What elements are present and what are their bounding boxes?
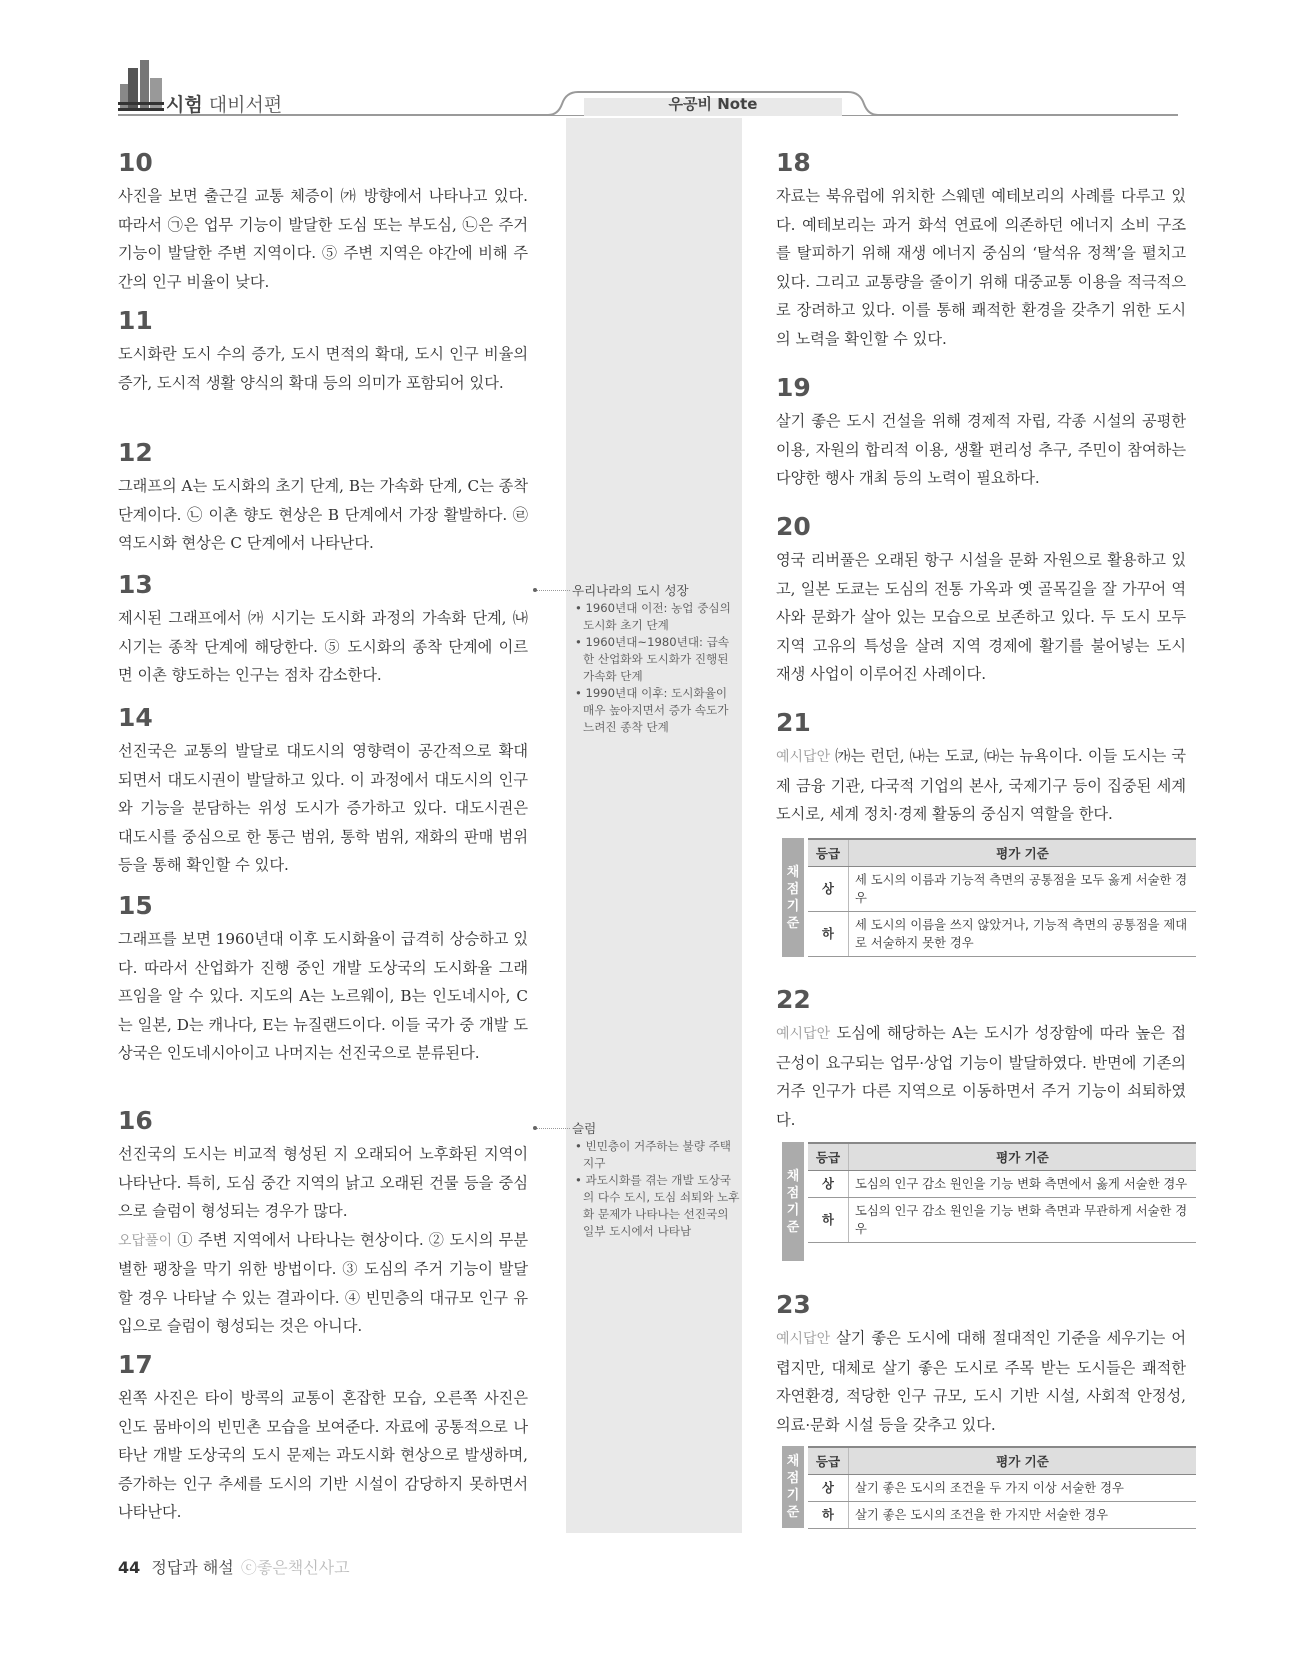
answer-text: 예시답안 ㈎는 런던, ㈏는 도쿄, ㈐는 뉴욕이다. 이들 도시는 국제 금융 기관, 다국적 기업의 본사, 국제기구 등이 집중된 세계 도시로, 세계 정치·경제 활동의 중심지 역할을 한다. [776,747,1186,823]
note-slum [572,1120,740,1240]
question-number: 15 [118,891,153,920]
criteria-header: 평가 기준 [849,839,1197,867]
criteria-header: 평가 기준 [849,1447,1197,1475]
note-title: 우리나라의 도시 성장 [572,583,689,598]
grading-side-label: 채점기준 [782,1142,804,1261]
answer-21 [776,708,1186,829]
criteria-header: 평가 기준 [849,1143,1197,1171]
wrong-answer-tag: 오답풀이 [118,1232,173,1249]
grade-cell: 상 [808,867,849,912]
note-item: • 과도시화를 겪는 개발 도상국의 다수 도시, 도심 쇠퇴와 노후화 문제가 나타나는 선진국의 일부 도시에서 나타남 [575,1173,740,1238]
publisher-mark: ⓒ좋은책신사고 [240,1558,350,1577]
answer-text: 그래프의 A는 도시화의 초기 단계, B는 가속화 단계, C는 종착 단계이다. ㉡ 이촌 향도 현상은 B 단계에서 가장 활발하다. ㉣ 역도시화 현상은 C 단계에서 나타난다. [118,477,528,552]
answer-text: 그래프를 보면 1960년대 이후 도시화율이 급격히 상승하고 있다. 따라서 산업화가 진행 중인 개발 도상국의 도시화율 그래프임을 알 수 있다. 지도의 A는 노르웨이, B는 인도네시아, C는 일본, D는 캐나다, E는 뉴질랜드이다. 이들 국가 중 개발 도상국은 인도네시아이고 나머지는 선진국으로 분류된다. [118,930,528,1062]
answer-23 [776,1290,1186,1439]
question-number: 17 [118,1350,153,1379]
answer-text: 예시답안 살기 좋은 도시에 대해 절대적인 기준을 세우기는 어렵지만, 대체로 살기 좋은 도시로 주목 받는 도시들은 쾌적한 자연환경, 적당한 인구 규모, 도시 기반 시설, 사회적 안정성, 의료·문화 시설 등을 갖추고 있다. [776,1329,1186,1434]
grade-header: 등급 [808,1143,849,1171]
criteria-cell: 도심의 인구 감소 원인을 기능 변화 측면과 무관하게 서술한 경우 [849,1198,1197,1243]
grade-cell: 하 [808,912,849,957]
note-leader-dot [533,1126,537,1130]
answer-10 [118,148,528,296]
answer-text: 선진국은 교통의 발달로 대도시의 영향력이 공간적으로 확대되면서 대도시권이 발달하고 있다. 이 과정에서 대도시의 인구와 기능을 분담하는 위성 도시가 증가하고 있다. 대도시권은 대도시를 중심으로 한 통근 범위, 통학 범위, 재화의 판매 범위 등을 통해 확인할 수 있다. [118,742,528,874]
question-number: 11 [118,306,153,335]
answer-19 [776,373,1186,493]
answer-text: 자료는 북유럽에 위치한 스웨덴 예테보리의 사례를 다루고 있다. 예테보리는 과거 화석 연료에 의존하던 에너지 소비 구조를 탈피하기 위해 재생 에너지 중심의 ‘탈석유 정책’을 펼치고 있다. 그리고 교통량을 줄이기 위해 대중교통 이용을 적극적으로 장려하고 있다. 이를 통해 쾌적한 환경을 갖추기 위한 도시의 노력을 확인할 수 있다. [776,187,1186,348]
note-item: • 1960년대~1980년대: 급속한 산업화와 도시화가 진행된 가속화 단계 [575,635,730,683]
page-header [118,58,1178,118]
answer-22 [776,985,1186,1134]
question-number: 16 [118,1106,153,1135]
question-number: 23 [776,1290,811,1319]
answer-11 [118,306,528,397]
note-title: 슬럼 [572,1121,597,1136]
answer-text: 영국 리버풀은 오래된 항구 시설을 문화 자원으로 활용하고 있고, 일본 도쿄는 도심의 전통 가옥과 옛 골목길을 잘 가꾸어 역사와 문화가 살아 있는 모습으로 보존하고 있다. 두 도시 모두 지역 고유의 특성을 살려 지역 경제에 활기를 불어넣는 도시 재생 사업이 이루어진 사례이다. [776,551,1186,683]
answer-text: 사진을 보면 출근길 교통 체증이 ㈎ 방향에서 나타나고 있다. 따라서 ㉠은 업무 기능이 발달한 도심 또는 부도심, ㉡은 주거 기능이 발달한 주변 지역이다. ⑤ 주변 지역은 야간에 비해 주간의 인구 비율이 낮다. [118,187,528,291]
criteria-cell: 도심의 인구 감소 원인을 기능 변화 측면에서 옳게 서술한 경우 [849,1171,1197,1198]
answer-20 [776,512,1186,689]
question-number: 22 [776,985,811,1014]
note-column [566,118,742,1533]
criteria-cell: 세 도시의 이름을 쓰지 않았거나, 기능적 측면의 공통점을 제대로 서술하지 못한 경우 [849,912,1197,957]
answer-text: 도시화란 도시 수의 증가, 도시 면적의 확대, 도시 인구 비율의 증가, 도시적 생활 양식의 확대 등의 의미가 포함되어 있다. [118,345,528,392]
question-number: 20 [776,512,811,541]
building-icon [118,58,164,116]
grade-cell: 상 [808,1171,849,1198]
criteria-cell: 살기 좋은 도시의 조건을 한 가지만 서술한 경우 [849,1502,1197,1529]
answer-text: 제시된 그래프에서 ㈎ 시기는 도시화 과정의 가속화 단계, ㈏ 시기는 종착 단계에 해당한다. ⑤ 도시화의 종착 단계에 이르면 이촌 향도하는 인구는 점차 감소한다. [118,609,528,684]
answer-text: 예시답안 도심에 해당하는 A는 도시가 성장함에 따라 높은 접근성이 요구되는 업무·상업 기능이 발달하였다. 반면에 기존의 거주 인구가 다른 지역으로 이동하면서 주거 기능이 쇠퇴하였다. [776,1024,1186,1129]
note-item: • 빈민층이 거주하는 불량 주택 지구 [575,1139,731,1170]
question-number: 12 [118,438,153,467]
grade-cell: 하 [808,1198,849,1243]
note-leader-dot [533,588,537,592]
answer-14 [118,703,528,880]
answer-text: 왼쪽 사진은 타이 방콕의 교통이 혼잡한 모습, 오른쪽 사진은 인도 뭄바이의 빈민촌 모습을 보여준다. 자료에 공통적으로 나타난 개발 도상국의 도시 문제는 과도시화 현상으로 발생하며, 증가하는 인구 추세를 도시의 기반 시설이 감당하지 못하면서 나타난다. [118,1389,528,1521]
criteria-cell: 세 도시의 이름과 기능적 측면의 공통점을 모두 옳게 서술한 경우 [849,867,1197,912]
grade-header: 등급 [808,1447,849,1475]
grading-table [782,1446,1196,1528]
model-answer-tag: 예시답안 [776,749,831,765]
grade-cell: 상 [808,1475,849,1502]
model-answer-tag: 예시답안 [776,1331,831,1347]
grading-table [782,1142,1196,1261]
grading-side-label: 채점기준 [782,838,804,957]
note-item: • 1960년대 이전: 농업 중심의 도시화 초기 단계 [575,601,731,632]
answer-15 [118,891,528,1068]
question-number: 13 [118,570,153,599]
footer-label: 정답과 해설 [151,1558,234,1577]
page-footer [118,1555,350,1578]
question-number: 14 [118,703,153,732]
answer-18 [776,148,1186,353]
grading-side-label: 채점기준 [782,1446,804,1528]
note-urban-growth [572,582,740,736]
grade-header: 등급 [808,839,849,867]
answer-13 [118,570,528,690]
note-item: • 1990년대 이후: 도시화율이 매우 높아지면서 증가 속도가 느려진 종착 단계 [575,686,729,734]
answer-text: 살기 좋은 도시 건설을 위해 경제적 자립, 각종 시설의 공평한 이용, 자원의 합리적 이용, 생활 편리성 추구, 주민이 참여하는 다양한 행사 개최 등의 노력이 필요하다. [776,412,1186,487]
question-number: 10 [118,148,153,177]
question-number: 19 [776,373,811,402]
question-number: 21 [776,708,811,737]
note-tab-label: 우공비 Note [668,95,758,113]
page-number: 44 [118,1558,141,1577]
grade-cell: 하 [808,1502,849,1529]
answer-17 [118,1350,528,1527]
grading-table [782,838,1196,957]
note-leader [536,1128,570,1129]
answer-text: 선진국의 도시는 비교적 형성된 지 오래되어 노후화된 지역이 나타난다. 특히, 도심 중간 지역의 낡고 오래된 건물 등을 중심으로 슬럼이 형성되는 경우가 많다. 오답풀이 ① 주변 지역에서 나타나는 현상이다. ② 도시의 무분별한 팽창을 막기 위한 방법이다. ③ 도심의 주거 기능이 발달할 경우 나타날 수 있는 결과이다. ④ 빈민층의 대규모 인구 유입으로 슬럼이 형성되는 것은 아니다. [118,1145,528,1335]
answer-12 [118,438,528,558]
note-leader [536,590,570,591]
answer-16 [118,1106,528,1341]
series-title: 시험 대비서편 [166,94,283,116]
question-number: 18 [776,148,811,177]
model-answer-tag: 예시답안 [776,1026,831,1042]
criteria-cell: 살기 좋은 도시의 조건을 두 가지 이상 서술한 경우 [849,1475,1197,1502]
